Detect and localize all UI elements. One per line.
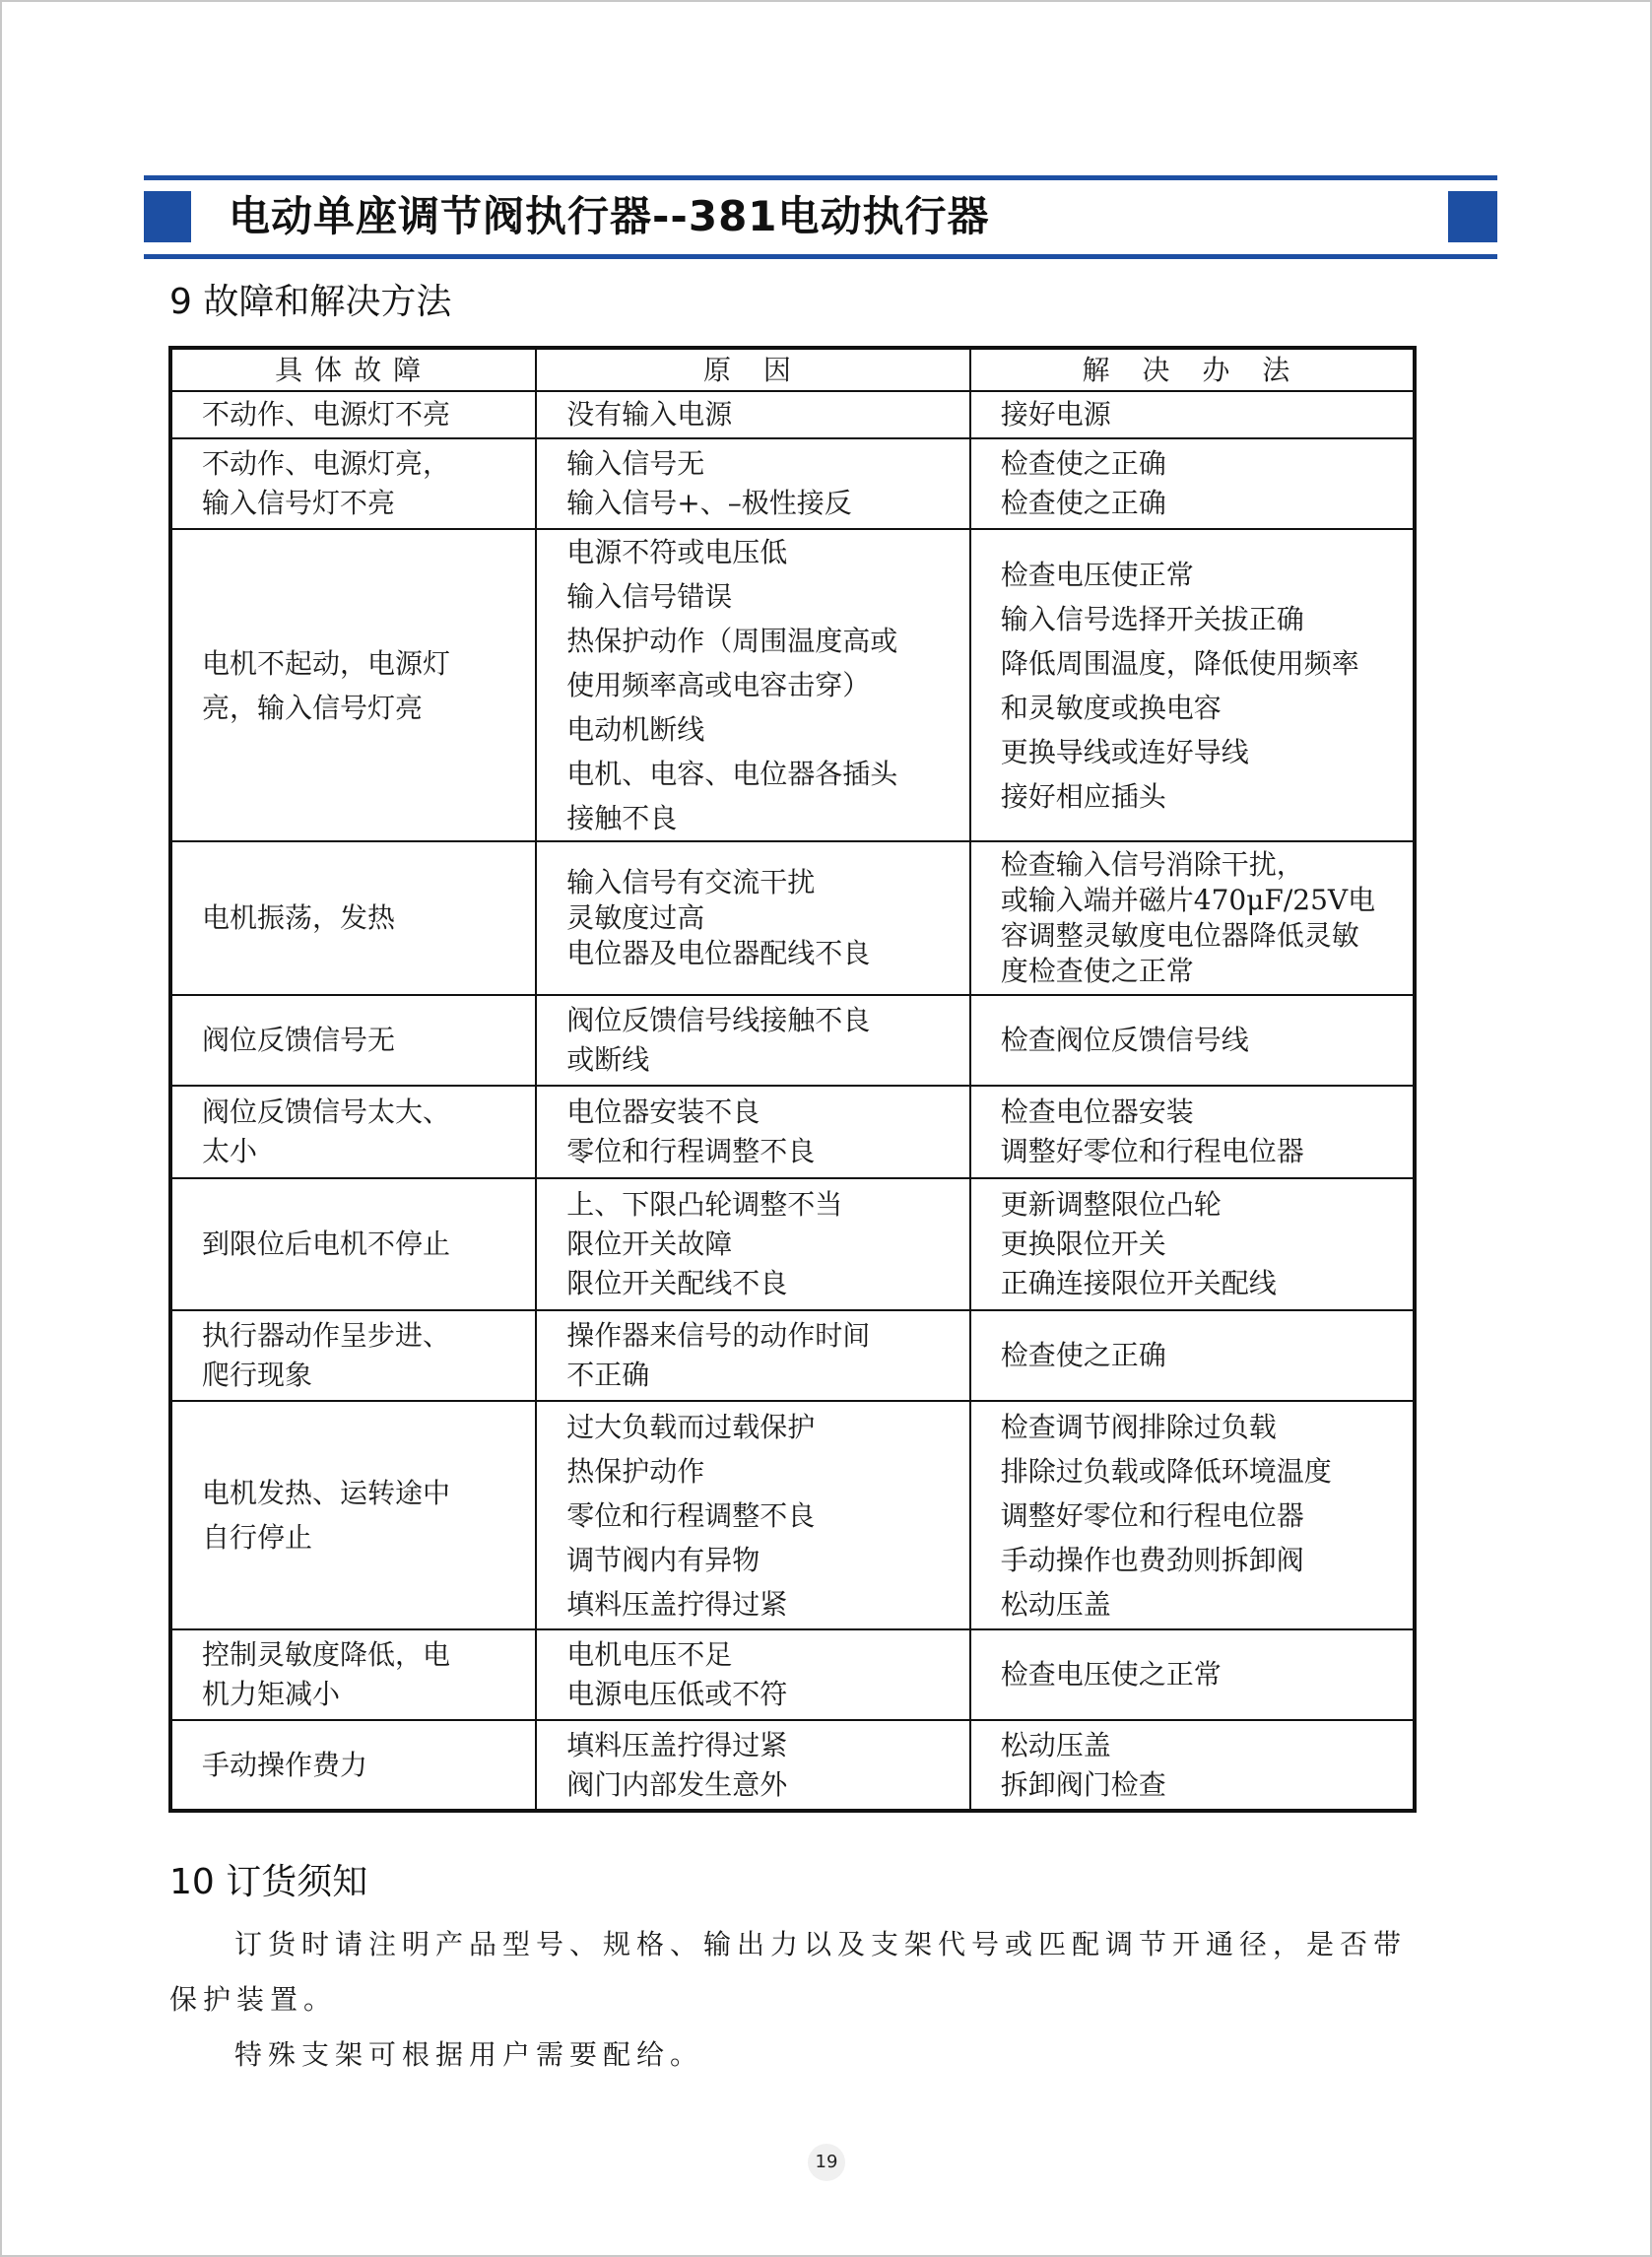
column-header-solution: 解 决 办 法 [970,348,1415,391]
cell-text-line: 检查输入信号消除干扰， [1000,848,1304,881]
cell-text-line: 电机、电容、电位器各插头 [566,758,898,790]
cause-cell [536,1178,970,1310]
cell-text-line: 阀门内部发生意外 [566,1767,788,1801]
cell-text-line: 热保护动作 [566,1454,705,1488]
cell-text-line: 不正确 [566,1359,650,1391]
cell-text-line: 爬行现象 [202,1359,313,1391]
cell-text-line: 输入信号无 [566,447,705,480]
cell-text-line: 输入信号错误 [566,580,733,613]
cell-text-line: 更换导线或连好导线 [1000,735,1249,768]
cell-text-line: 手动操作也费劲则拆卸阀 [1000,1543,1304,1576]
cell-text-line: 电机不起动，电源灯 [202,646,451,680]
cell-text-line: 松动压盖 [1000,1728,1111,1761]
ordering-paragraph-1: 订货时请注明产品型号、规格、输出力以及支架代号或匹配调节开通径，是否带保护装置。 [169,1928,1408,2016]
cell-text-line: 自行停止 [202,1521,313,1554]
solution-cell [970,1086,1415,1178]
cell-text-line: 零位和行程调整不良 [566,1135,816,1167]
cause-cell [536,841,970,995]
cell-text-line: 到限位后电机不停止 [202,1228,451,1260]
table-row [170,1720,1415,1811]
cell-text-line: 阀位反馈信号无 [202,1024,396,1056]
cell-text-line: 限位开关配线不良 [566,1267,788,1299]
fault-cell [170,841,536,995]
cell-text-line: 接好相应插头 [1000,779,1166,813]
cell-text-line: 更换限位开关 [1000,1228,1166,1260]
cell-text-line: 太小 [202,1135,258,1167]
cell-text-line: 降低周围温度，降低使用频率 [1000,646,1359,680]
table-header-row [170,348,1415,391]
solution-cell [970,529,1415,841]
cell-text-line: 检查使之正确 [1000,1339,1166,1371]
cell-text-line: 输入信号+、–极性接反 [566,487,852,519]
table-row [170,1310,1415,1401]
cell-text-line: 拆卸阀门检查 [1000,1767,1166,1801]
cell-text-line: 接触不良 [566,802,678,834]
cell-text-line: 没有输入电源 [566,398,733,431]
fault-cell [170,1086,536,1178]
page-title: 电动单座调节阀执行器--381电动执行器 [229,192,990,240]
table-row [170,391,1415,438]
cell-text-line: 接好电源 [1000,398,1111,431]
solution-cell [970,438,1415,529]
fault-cell [170,391,536,438]
cell-text-line: 电位器安装不良 [566,1095,760,1128]
cause-cell [536,1086,970,1178]
cell-text-line: 热保护动作（周围温度高或 [566,625,898,657]
solution-cell [970,995,1415,1086]
fault-cell [170,995,536,1086]
cell-text-line: 操作器来信号的动作时间 [566,1319,871,1352]
column-header-fault: 具体故障 [170,348,536,391]
cell-text-line: 检查电压使正常 [1000,558,1194,591]
cell-text-line: 填料压盖拧得过紧 [566,1728,788,1761]
cell-text-line: 使用频率高或电容击穿） [566,669,871,701]
header-square-left [144,191,191,242]
cell-text-line: 灵敏度过高 [566,901,705,934]
fault-table [168,346,1417,1813]
cell-text-line: 或输入端并磁片470μF/25V电 [1000,884,1376,916]
fault-cell [170,529,536,841]
cell-text-line: 电机振荡，发热 [202,901,396,934]
cause-cell [536,438,970,529]
ordering-paragraph-2: 特殊支架可根据用户需要配给。 [234,2038,704,2071]
cell-text-line: 电动机断线 [566,713,705,746]
cell-text-line: 填料压盖拧得过紧 [566,1587,788,1621]
solution-cell [970,1720,1415,1811]
cell-text-line: 调整好零位和行程电位器 [1000,1135,1304,1167]
cell-text-line: 阀位反馈信号线接触不良 [566,1004,871,1036]
table-row [170,995,1415,1086]
cell-text-line: 电源不符或电压低 [566,536,788,568]
table-row [170,841,1415,995]
cause-cell [536,529,970,841]
cell-text-line: 度检查使之正常 [1000,955,1194,987]
cell-text-line: 阀位反馈信号太大、 [202,1095,451,1128]
cause-cell [536,391,970,438]
solution-cell [970,841,1415,995]
solution-cell [970,391,1415,438]
cause-cell [536,1629,970,1720]
fault-cell [170,1629,536,1720]
header-rule-top [144,175,1497,180]
cell-text-line: 限位开关故障 [566,1228,733,1260]
cell-text-line: 电机电压不足 [566,1638,733,1671]
cell-text-line: 上、下限凸轮调整不当 [566,1188,843,1221]
cell-text-line: 检查电位器安装 [1000,1095,1194,1128]
cell-text-line: 电位器及电位器配线不良 [566,937,871,969]
cell-text-line: 正确连接限位开关配线 [1000,1267,1277,1299]
cell-text-line: 不动作、电源灯不亮 [202,398,451,431]
solution-cell [970,1178,1415,1310]
cell-text-line: 控制灵敏度降低，电 [202,1638,451,1671]
cell-text-line: 更新调整限位凸轮 [1000,1188,1222,1221]
table-row [170,1178,1415,1310]
cell-text-line: 电源电压低或不符 [566,1678,788,1710]
fault-cell [170,1401,536,1629]
cell-text-line: 和灵敏度或换电容 [1000,691,1222,724]
cell-text-line: 亮，输入信号灯亮 [202,691,424,724]
section-heading-faults: 9 故障和解决方法 [169,282,452,322]
cell-text-line: 检查使之正确 [1000,487,1166,519]
cell-text-line: 检查阀位反馈信号线 [1000,1024,1249,1056]
cell-text-line: 输入信号有交流干扰 [566,866,816,898]
table-row [170,1629,1415,1720]
table-row [170,438,1415,529]
cause-cell [536,1720,970,1811]
fault-cell [170,438,536,529]
solution-cell [970,1310,1415,1401]
table-row [170,1086,1415,1178]
fault-cell [170,1178,536,1310]
table-row [170,529,1415,841]
cell-text-line: 机力矩减小 [202,1678,341,1710]
cell-text-line: 输入信号灯不亮 [202,487,396,519]
solution-cell [970,1629,1415,1720]
header-square-right [1448,191,1497,242]
cell-text-line: 手动操作费力 [202,1748,368,1781]
table-body [170,391,1415,1811]
cause-cell [536,995,970,1086]
cell-text-line: 输入信号选择开关拔正确 [1000,602,1304,635]
page-number: 19 [808,2144,845,2181]
cell-text-line: 调整好零位和行程电位器 [1000,1498,1304,1532]
cell-text-line: 不动作、电源灯亮， [202,447,451,480]
cell-text-line: 检查使之正确 [1000,447,1166,480]
cell-text-line: 零位和行程调整不良 [566,1498,816,1532]
cell-text-line: 容调整灵敏度电位器降低灵敏 [1000,919,1359,952]
cell-text-line: 电机发热、运转途中 [202,1477,451,1509]
solution-cell [970,1401,1415,1629]
fault-cell [170,1310,536,1401]
cell-text-line: 或断线 [566,1043,650,1076]
cell-text-line: 松动压盖 [1000,1587,1111,1621]
cell-text-line: 过大负载而过载保护 [566,1410,816,1443]
cell-text-line: 执行器动作呈步进、 [202,1319,451,1352]
fault-cell [170,1720,536,1811]
cell-text-line: 检查电压使之正常 [1000,1658,1222,1691]
table-row [170,1401,1415,1629]
column-header-cause: 原 因 [536,348,970,391]
section-heading-ordering: 10 订货须知 [169,1862,368,1902]
cell-text-line: 排除过负载或降低环境温度 [1000,1454,1332,1488]
cause-cell [536,1310,970,1401]
cell-text-line: 检查调节阀排除过负载 [1000,1410,1277,1443]
cell-text-line: 调节阀内有异物 [566,1543,760,1576]
header-rule-bottom [144,254,1497,259]
cause-cell [536,1401,970,1629]
